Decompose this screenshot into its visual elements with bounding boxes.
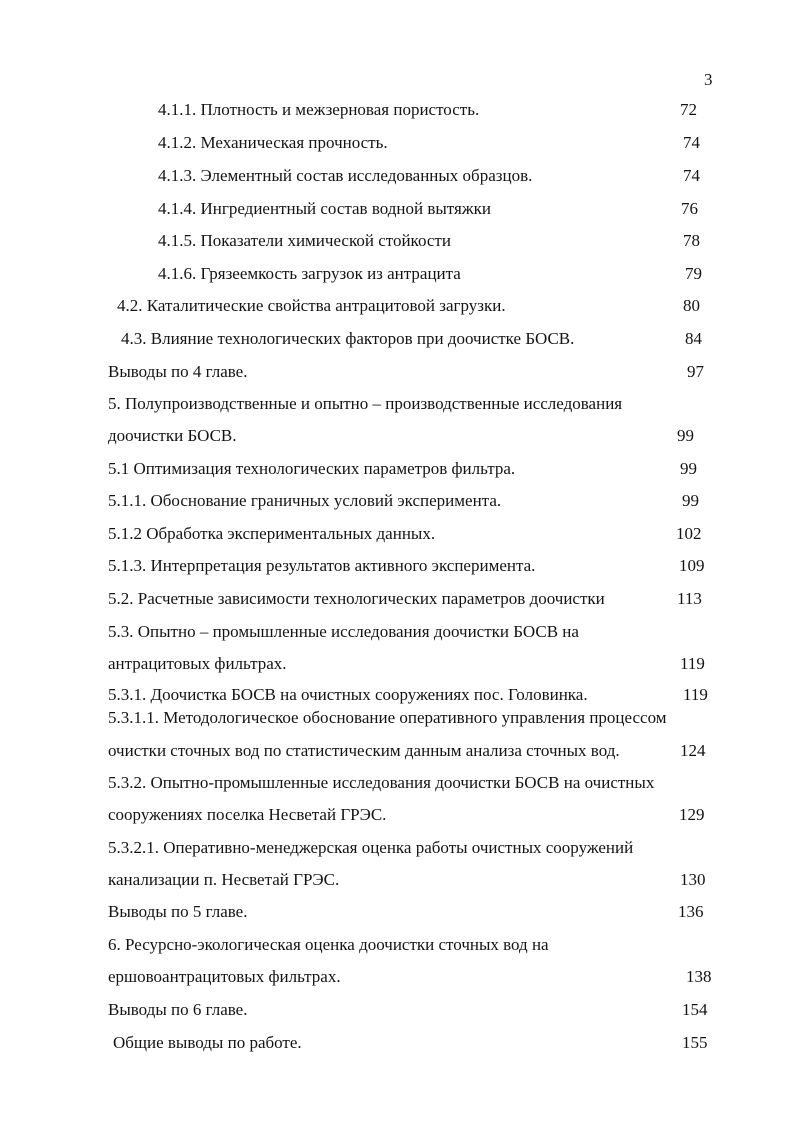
- toc-entry: [0, 133, 793, 157]
- toc-entry: [0, 838, 793, 862]
- toc-entry-page: 129: [679, 805, 705, 824]
- toc-entry-title: 5.2. Расчетные зависимости технологических параметров доочистки: [108, 589, 605, 608]
- toc-entry: [0, 773, 793, 797]
- toc-entry: [0, 589, 793, 613]
- toc-entry-title: сооружениях поселка Несветай ГРЭС.: [108, 805, 387, 824]
- toc-entry: [0, 654, 793, 678]
- toc-entry-title: канализации п. Несветай ГРЭС.: [108, 870, 340, 889]
- toc-entry-title: 5.3. Опытно – промышленные исследования доочистки БОСВ на: [108, 622, 579, 641]
- toc-entry: [0, 935, 793, 959]
- toc-entry: [0, 1000, 793, 1024]
- toc-entry-title: 4.1.6. Грязеемкость загрузок из антрацита: [158, 264, 461, 283]
- toc-entry-page: 155: [682, 1033, 708, 1052]
- toc-entry-title: антрацитовых фильтрах.: [108, 654, 287, 673]
- toc-entry-page: 78: [683, 231, 700, 250]
- toc-entry-page: 124: [680, 741, 706, 760]
- toc-entry-title: 5.1.3. Интерпретация результатов активного эксперимента.: [108, 556, 536, 575]
- toc-entry: [0, 967, 793, 991]
- toc-entry-page: 99: [680, 459, 697, 478]
- toc-entry: [0, 491, 793, 515]
- toc-entry-title: 4.1.4. Ингредиентный состав водной вытяжки: [158, 199, 491, 218]
- toc-entry-title: 5.1.2 Обработка экспериментальных данных.: [108, 524, 436, 543]
- toc-entry-page: 130: [680, 870, 706, 889]
- toc-entry-page: 119: [680, 654, 705, 673]
- toc-entry-title: 4.1.2. Механическая прочность.: [158, 133, 388, 152]
- toc-entry-title: 4.2. Каталитические свойства антрацитовой загрузки.: [117, 296, 506, 315]
- page-number: 3: [704, 70, 713, 89]
- toc-entry-title: 5.1.1. Обоснование граничных условий эксперимента.: [108, 491, 502, 510]
- toc-entry: [0, 708, 793, 732]
- toc-entry-page: 72: [680, 100, 697, 119]
- toc-entry-page: 74: [683, 166, 700, 185]
- toc-entry: [0, 556, 793, 580]
- toc-entry-page: 80: [683, 296, 700, 315]
- toc-entry-page: 79: [685, 264, 702, 283]
- toc-entry: [0, 685, 793, 709]
- toc-entry: [0, 902, 793, 926]
- toc-entry-title: Общие выводы по работе.: [113, 1033, 302, 1052]
- toc-entry-title: 6. Ресурсно-экологическая оценка доочистки сточных вод на: [108, 935, 549, 954]
- toc-entry: [0, 524, 793, 548]
- toc-entry: [0, 426, 793, 450]
- toc-entry: [0, 296, 793, 320]
- toc-entry: [0, 870, 793, 894]
- toc-entry-page: 113: [677, 589, 702, 608]
- toc-entry-title: 4.1.5. Показатели химической стойкости: [158, 231, 451, 250]
- toc-entry: [0, 264, 793, 288]
- toc-entry-title: Выводы по 6 главе.: [108, 1000, 248, 1019]
- toc-entry-page: 138: [686, 967, 712, 986]
- toc-entry-page: 76: [681, 199, 698, 218]
- toc-entry: [0, 622, 793, 646]
- toc-entry: [0, 166, 793, 190]
- toc-entry-page: 109: [679, 556, 705, 575]
- toc-entry-page: 84: [685, 329, 702, 348]
- toc-entry-title: 4.1.1. Плотность и межзерновая пористость.: [158, 100, 480, 119]
- toc-entry-page: 74: [683, 133, 700, 152]
- toc-entry-title: Выводы по 4 главе.: [108, 362, 248, 381]
- toc-entry-page: 119: [683, 685, 708, 704]
- toc-entry-title: 4.1.3. Элементный состав исследованных образцов.: [158, 166, 533, 185]
- toc-entry: [0, 329, 793, 353]
- toc-entry: [0, 805, 793, 829]
- toc-entry-title: 4.3. Влияние технологических факторов при доочистке БОСВ.: [121, 329, 575, 348]
- toc-entry: [0, 459, 793, 483]
- toc-entry-title: доочистки БОСВ.: [108, 426, 237, 445]
- toc-entry-page: 99: [682, 491, 699, 510]
- toc-entry: [0, 100, 793, 124]
- toc-entry-title: 5. Полупроизводственные и опытно – производственные исследования: [108, 394, 623, 413]
- toc-entry-title: 5.3.2. Опытно-промышленные исследования доочистки БОСВ на очистных: [108, 773, 655, 792]
- toc-entry: [0, 741, 793, 765]
- toc-entry-title: 5.3.2.1. Оперативно-менеджерская оценка работы очистных сооружений: [108, 838, 634, 857]
- toc-entry: [0, 231, 793, 255]
- toc-entry: [0, 362, 793, 386]
- toc-entry-page: 154: [682, 1000, 708, 1019]
- toc-entry-title: ершовоантрацитовых фильтрах.: [108, 967, 341, 986]
- toc-entry-page: 99: [677, 426, 694, 445]
- toc-entry: [0, 1033, 793, 1057]
- toc-entry-title: 5.1 Оптимизация технологических параметров фильтра.: [108, 459, 516, 478]
- toc-entry-title: Выводы по 5 главе.: [108, 902, 248, 921]
- toc-entry-page: 102: [676, 524, 702, 543]
- toc-entry-page: 136: [678, 902, 704, 921]
- toc-entry-title: 5.3.1.1. Методологическое обоснование оперативного управления процессом: [108, 708, 667, 727]
- toc-entry-title: 5.3.1. Доочистка БОСВ на очистных сооружениях пос. Головинка.: [108, 685, 588, 704]
- toc-entry-page: 97: [687, 362, 704, 381]
- toc-entry-title: очистки сточных вод по статистическим данным анализа сточных вод.: [108, 741, 620, 760]
- toc-entry: [0, 394, 793, 418]
- toc-entry: [0, 199, 793, 223]
